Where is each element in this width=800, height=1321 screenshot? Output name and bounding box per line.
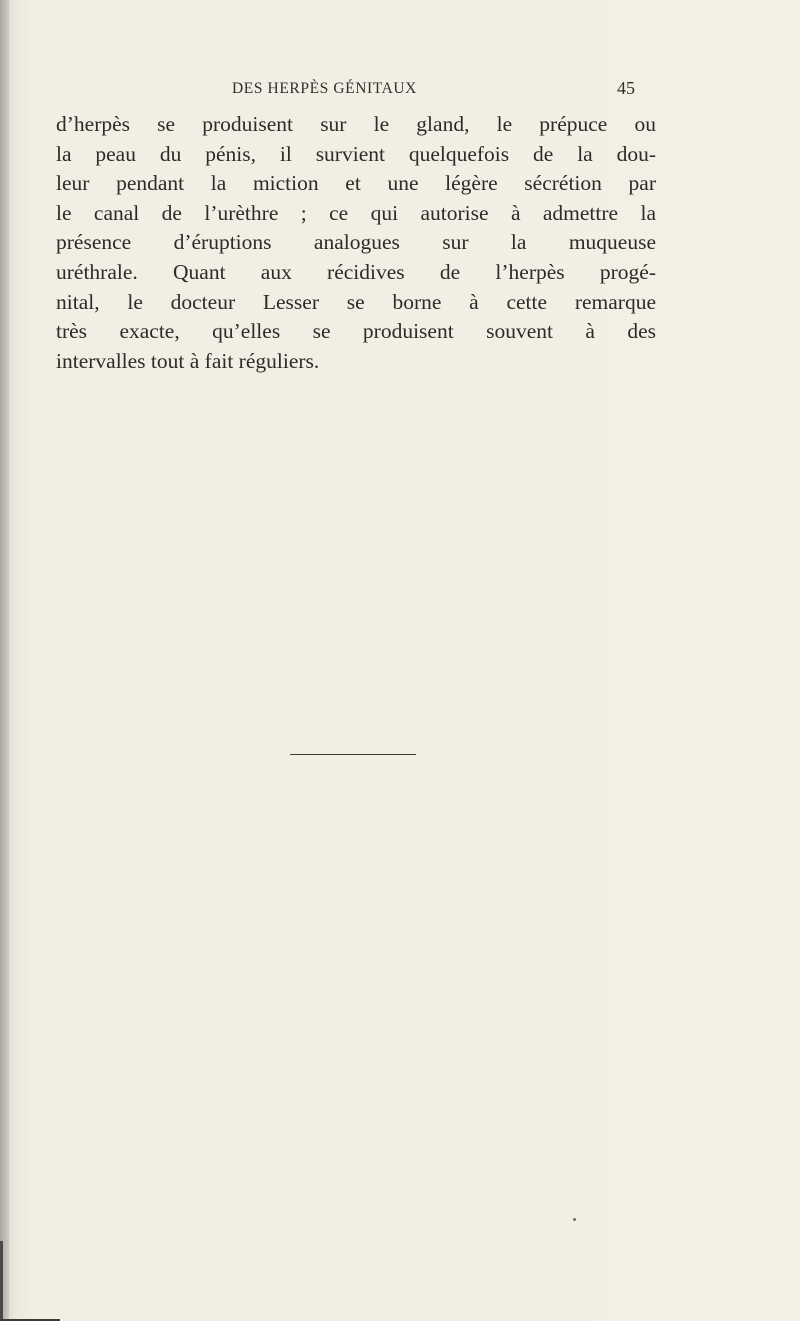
page-number: 45 xyxy=(617,78,635,98)
text-line: intervalles tout à fait réguliers. xyxy=(56,348,320,373)
body-paragraph xyxy=(56,110,656,376)
section-end-rule xyxy=(290,754,416,755)
text-line: d’herpès se produisent sur le gland, le prépuce ou xyxy=(56,112,656,136)
text-line: uréthrale. Quant aux récidives de l’herpès progé- xyxy=(56,259,656,284)
text-line: leur pendant la miction et une légère sécrétion par xyxy=(56,171,656,196)
page-corner-edge xyxy=(0,1241,3,1321)
paper-speck xyxy=(573,1218,576,1221)
page-binding-edge xyxy=(0,0,9,1321)
running-title: DES HERPÈS GÉNITAUX xyxy=(232,80,417,97)
text-line: présence d’éruptions analogues sur la muqueuse xyxy=(56,230,656,255)
text-line: nital, le docteur Lesser se borne à cette remarque xyxy=(56,289,656,314)
text-line: la peau du pénis, il survient quelquefois de la dou- xyxy=(56,141,656,166)
text-line: le canal de l’urèthre ; ce qui autorise à admettre la xyxy=(56,200,656,225)
text-line: très exacte, qu’elles se produisent souvent à des xyxy=(56,319,656,344)
